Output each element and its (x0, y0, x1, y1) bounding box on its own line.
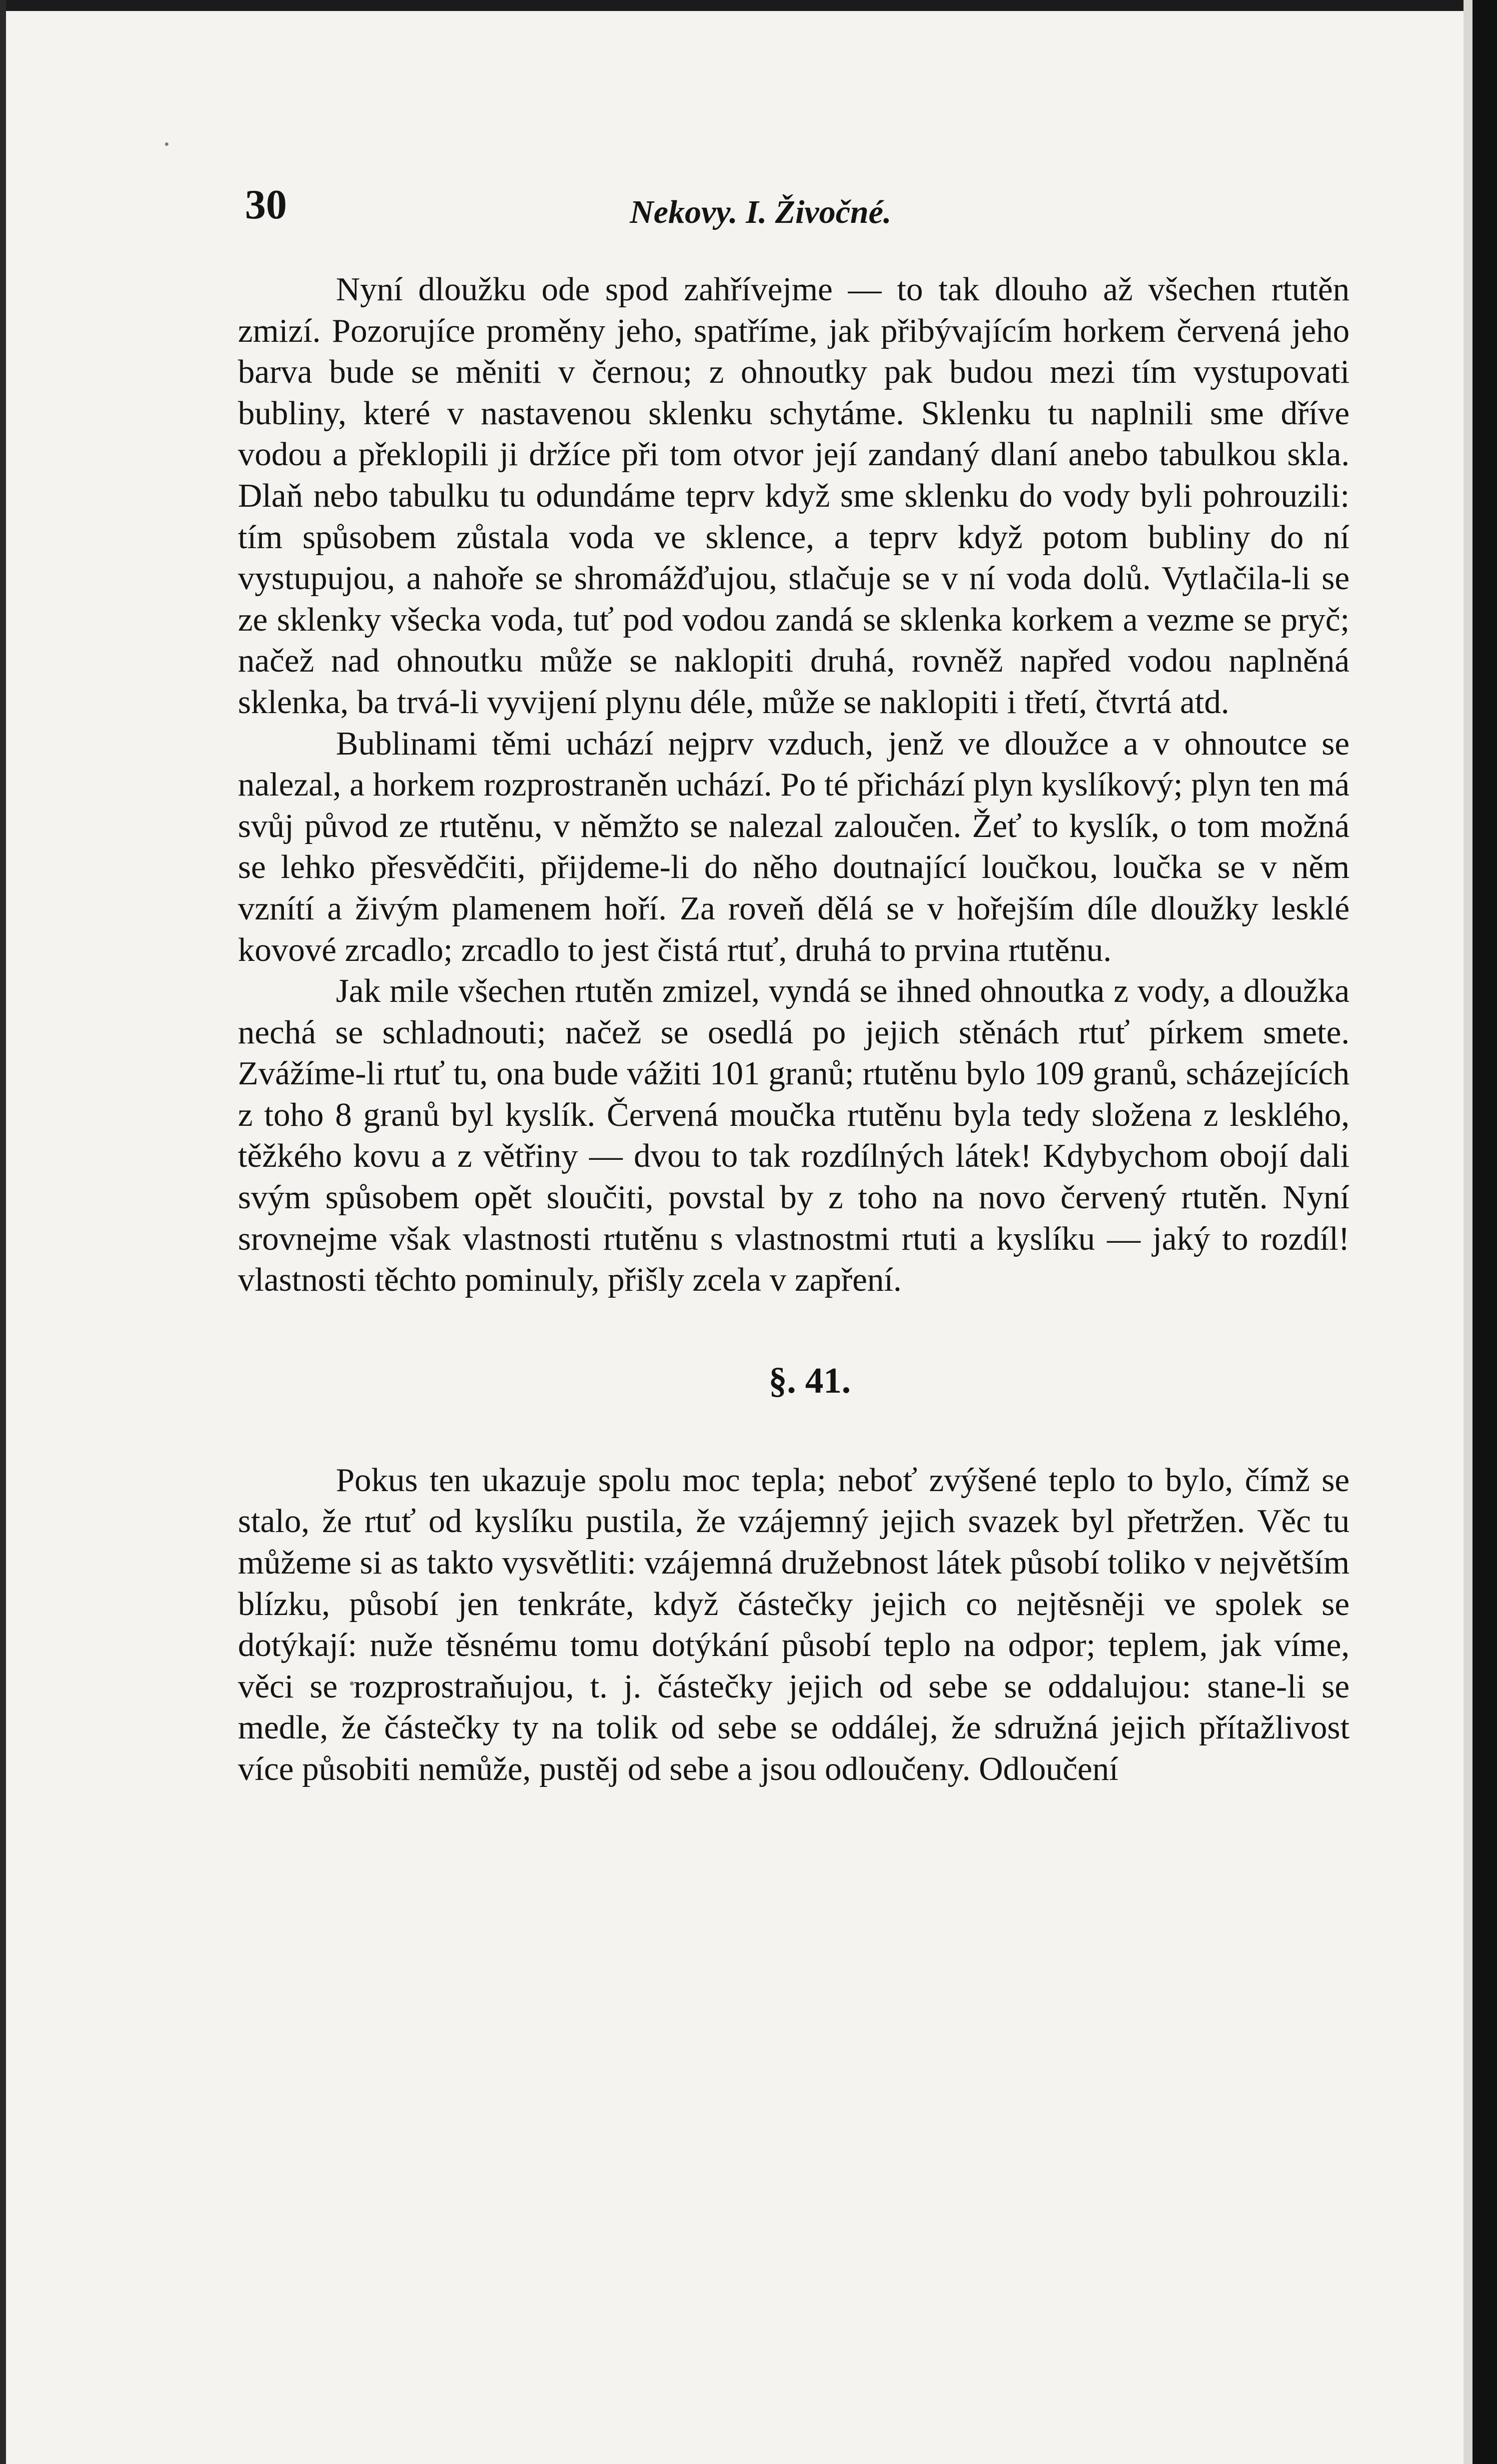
paragraph: Jak mile všechen rtutěn zmizel, vyndá se ihned ohnoutka z vody, a dloužka nechá se schladnouti; načež se osedlá po jejich stěnách rtuť pírkem smete. Zvážíme-li rtuť tu, ona bude vážiti 101 granů; rtutěnu bylo 109 granů, scházejících z toho 8 granů byl kyslík. Červená moučka rtutěnu byla tedy složena z lesklého, těžkého kovu a z větřiny — dvou to tak rozdílných látek! Kdybychom obojí dali svým spůsobem opět sloučiti, povstal by z toho na novo červený rtutěn. Nyní srovnejme však vlastnosti rtutěnu s vlastnostmi rtuti a kyslíku — jaký to rozdíl! vlastnosti těchto pominuly, přišly zcela v zapření. (238, 972, 1350, 1299)
scan-top-edge (0, 0, 1497, 11)
page-number: 30 (245, 181, 287, 228)
paragraph: Nyní dloužku ode spod zahřívejme — to tak dlouho až všechen rtutěn zmizí. Pozorujíce proměny jeho, spatříme, jak přibývajícím horkem červená jeho barva bude se měniti v černou; z ohnoutky pak budou mezi tím vystupovati bubliny, které v nastavenou sklenku schytáme. Sklenku tu naplnili sme dříve vodou a překlopili ji držíce při tom otvor její zandaný dlaní anebo tabulkou skla. Dlaň nebo tabulku tu odundáme teprv když sme sklenku do vody byli pohrouzili: tím spůsobem zůstala voda ve sklence, a teprv když potom bubliny do ní vystupujou, a nahoře se shromážďujou, stlačuje se v ní voda dolů. Vytlačila-li se ze sklenky všecka voda, tuť pod vodou zandá se sklenka korkem a vezme se pryč; načež nad ohnoutku může se naklopiti druhá, rovněž napřed vodou naplněná sklenka, ba trvá-li vyvijení plynu déle, může se naklopiti i třetí, čtvrtá atd. (238, 271, 1350, 721)
page-gutter (1464, 0, 1473, 2464)
section-heading: §. 41. (768, 1360, 851, 1401)
scan-left-edge (0, 0, 6, 2464)
scan-right-edge (1473, 0, 1497, 2464)
body-text (238, 269, 1350, 1790)
paragraph: Bublinami těmi uchází nejprv vzduch, jenž ve dloužce a v ohnoutce se nalezal, a horkem rozprostraněn uchází. Po té přichází plyn kyslíkový; plyn ten má svůj původ ze rtutěnu, v němžto se nalezal zaloučen. Žeť to kyslík, o tom možná se lehko přesvědčiti, přijdeme-li do něho doutnající loučkou, loučka se v něm vznítí a živým plamenem hoří. Za roveň dělá se v hořejším díle dloužky lesklé kovové zrcadlo; zrcadlo to jest čistá rtuť, druhá to prvina rtutěnu. (238, 725, 1350, 968)
ink-speck (165, 142, 168, 146)
paragraph: Pokus ten ukazuje spolu moc tepla; neboť zvýšené teplo to bylo, čímž se stalo, že rtuť od kyslíku pustila, že vzájemný jejich svazek byl přetržen. Věc tu můžeme si as takto vysvětliti: vzájemná družebnost látek působí toliko v největším blízku, působí jen tenkráte, když částečky jejich co nejtěsněji ve spolek se dotýkají: nuže těsnému tomu dotýkání působí teplo na odpor; teplem, jak víme, věci se rozprostraňujou, t. j. částečky jejich od sebe se oddalujou: stane-li se medle, že částečky ty na tolik od sebe se oddálej, že sdružná jejich přítažlivost více působiti nemůže, pustěj od sebe a jsou odloučeny. Odloučení (238, 1461, 1350, 1787)
running-head: Nekovy. I. Živočné. (630, 194, 892, 230)
